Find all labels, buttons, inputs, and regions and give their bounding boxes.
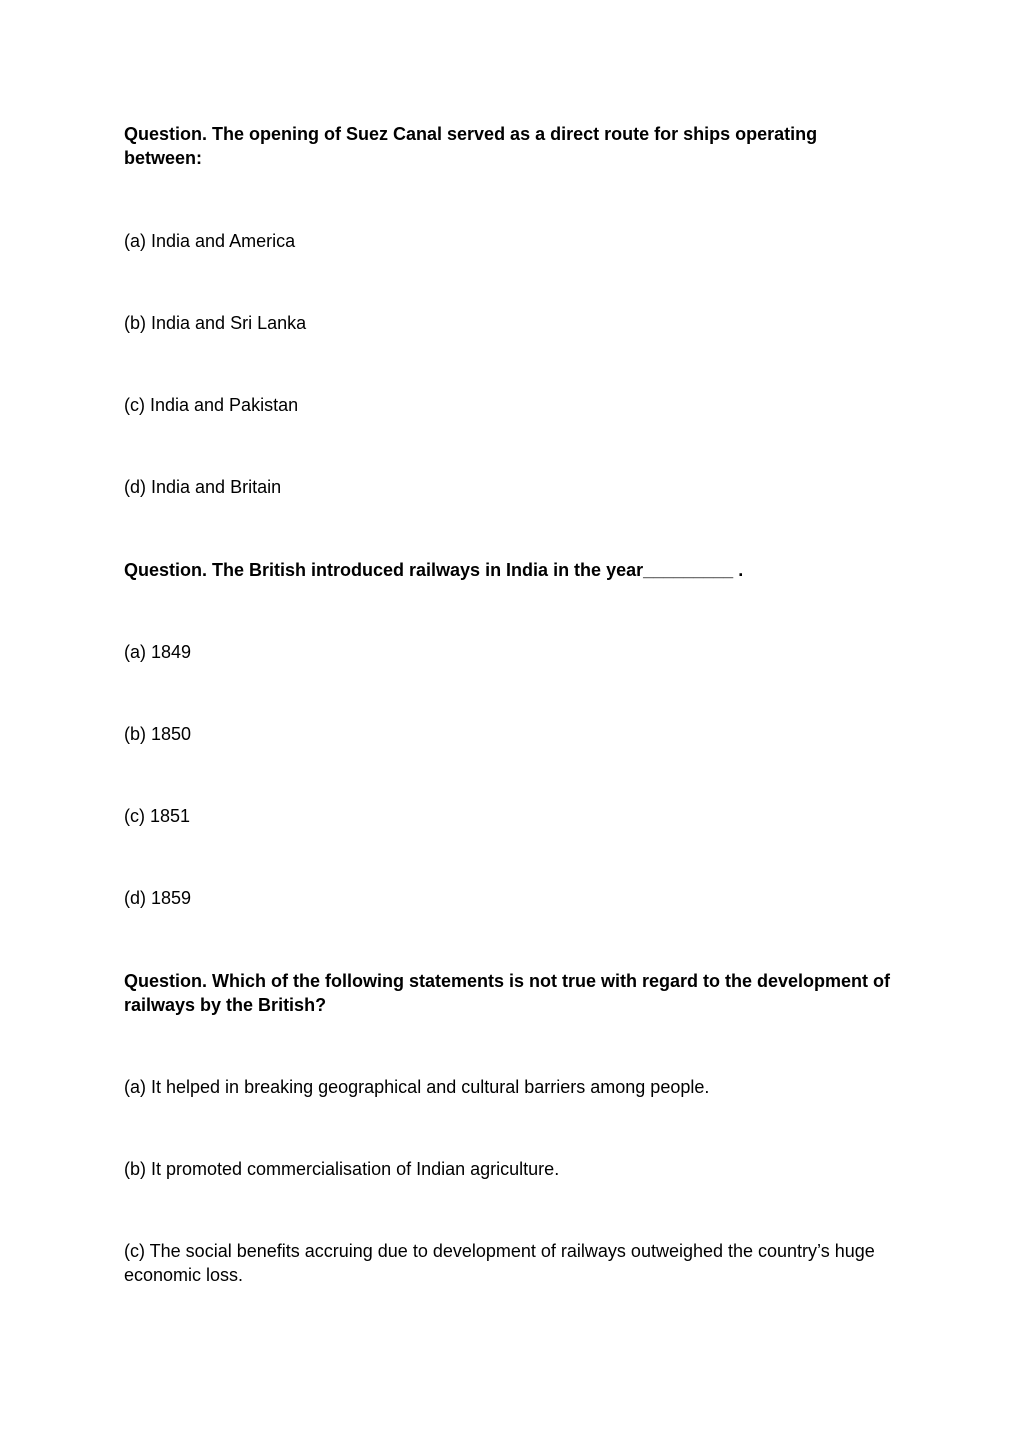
question-1-option-d: (d) India and Britain: [124, 477, 282, 497]
question-2-option-b: (b) 1850: [124, 724, 192, 744]
question-1-text: Question. The opening of Suez Canal served as a direct route for ships operating between:: [124, 124, 818, 168]
question-3-option-b: (b) It promoted commercialisation of Indian agriculture.: [124, 1159, 560, 1179]
question-2-option-d: (d) 1859: [124, 888, 192, 908]
question-3-option-a: (a) It helped in breaking geographical and cultural barriers among people.: [124, 1077, 710, 1097]
question-2-text: Question. The British introduced railways in India in the year_________ .: [124, 560, 744, 580]
question-2-option-a: (a) 1849: [124, 642, 192, 662]
question-3-option-c: (c) The social benefits accruing due to development of railways outweighed the country’s huge economic loss.: [124, 1241, 875, 1285]
question-1-option-b: (b) India and Sri Lanka: [124, 313, 307, 333]
question-2-option-c: (c) 1851: [124, 806, 191, 826]
question-3-text: Question. Which of the following statements is not true with regard to the development of railways by the British?: [124, 971, 891, 1015]
question-1-option-c: (c) India and Pakistan: [124, 395, 299, 415]
question-1-option-a: (a) India and America: [124, 231, 296, 251]
